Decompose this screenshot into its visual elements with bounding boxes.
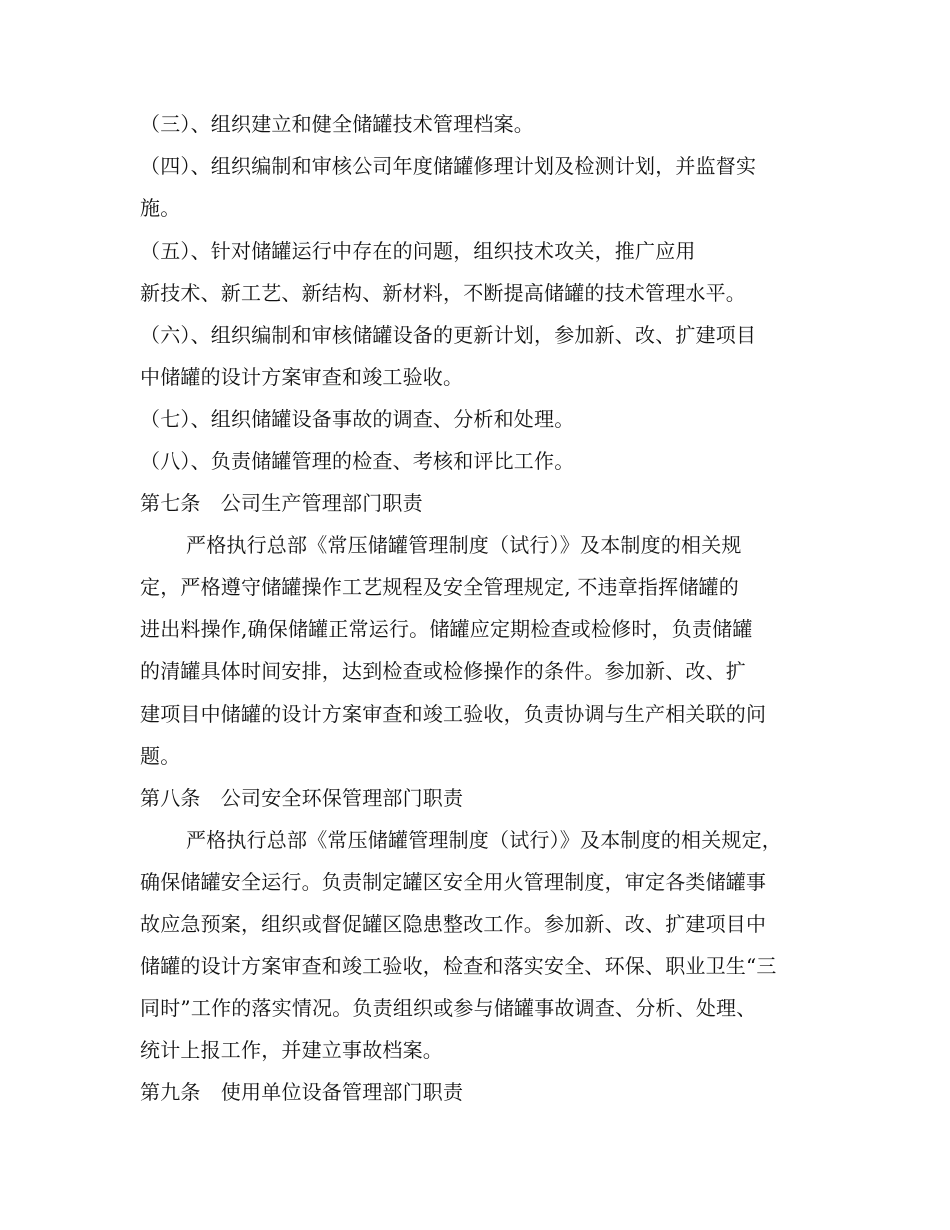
list-item-4-continued: 施。	[140, 196, 181, 220]
article-8-paragraph-line: 确保储罐安全运行。负责制定罐区安全用火管理制度，审定各类储罐事	[140, 870, 767, 894]
list-item-6-continued: 中储罐的设计方案审查和竣工验收。	[140, 365, 464, 389]
article-7-paragraph: 严格执行总部《常压储罐管理制度（试行）》及本制度的相关规	[186, 533, 742, 557]
article-8-paragraph-line: 故应急预案，组织或督促罐区隐患整改工作。参加新、改、扩建项目中	[140, 912, 767, 936]
article-7-paragraph-line: 进出料操作,确保储罐正常运行。储罐应定期检查或检修时，负责储罐	[140, 617, 753, 641]
article-8-heading: 第八条 公司安全环保管理部门职责	[140, 786, 464, 810]
list-item-4: （四）、组织编制和审核公司年度储罐修理计划及检测计划，并监督实	[140, 154, 757, 178]
list-item-6: （六）、组织编制和审核储罐设备的更新计划，参加新、改、扩建项目	[140, 323, 757, 347]
list-item-7: （七）、组织储罐设备事故的调查、分析和处理。	[140, 407, 575, 431]
article-9-heading: 第九条 使用单位设备管理部门职责	[140, 1080, 464, 1104]
article-7-paragraph-line: 题。	[140, 744, 181, 768]
article-7-paragraph-line: 的清罐具体时间安排，达到检查或检修操作的条件。参加新、改、扩	[140, 659, 746, 683]
article-7-paragraph-line: 建项目中储罐的设计方案审查和竣工验收，负责协调与生产相关联的问	[140, 702, 767, 726]
article-8-paragraph-line: 同时”工作的落实情况。负责组织或参与储罐事故调查、分析、处理、	[140, 996, 757, 1020]
list-item-8: （八）、负责储罐管理的检查、考核和评比工作。	[140, 449, 575, 473]
list-item-5: （五）、针对储罐运行中存在的问题，组织技术攻关，推广应用	[140, 239, 696, 263]
article-7-paragraph-line: 定，严格遵守储罐操作工艺规程及安全管理规定, 不违章指挥储罐的	[140, 575, 739, 599]
article-8-paragraph-line: 统计上报工作，并建立事故档案。	[140, 1038, 443, 1062]
list-item-5-continued: 新技术、新工艺、新结构、新材料，不断提高储罐的技术管理水平。	[140, 281, 746, 305]
article-8-paragraph-line: 储罐的设计方案审查和竣工验收，检查和落实安全、环保、职业卫生“三	[140, 954, 777, 978]
list-item-3: （三）、组织建立和健全储罐技术管理档案。	[140, 112, 534, 136]
article-8-paragraph: 严格执行总部《常压储罐管理制度（试行）》及本制度的相关规定，	[186, 828, 782, 852]
article-7-heading: 第七条 公司生产管理部门职责	[140, 491, 423, 515]
